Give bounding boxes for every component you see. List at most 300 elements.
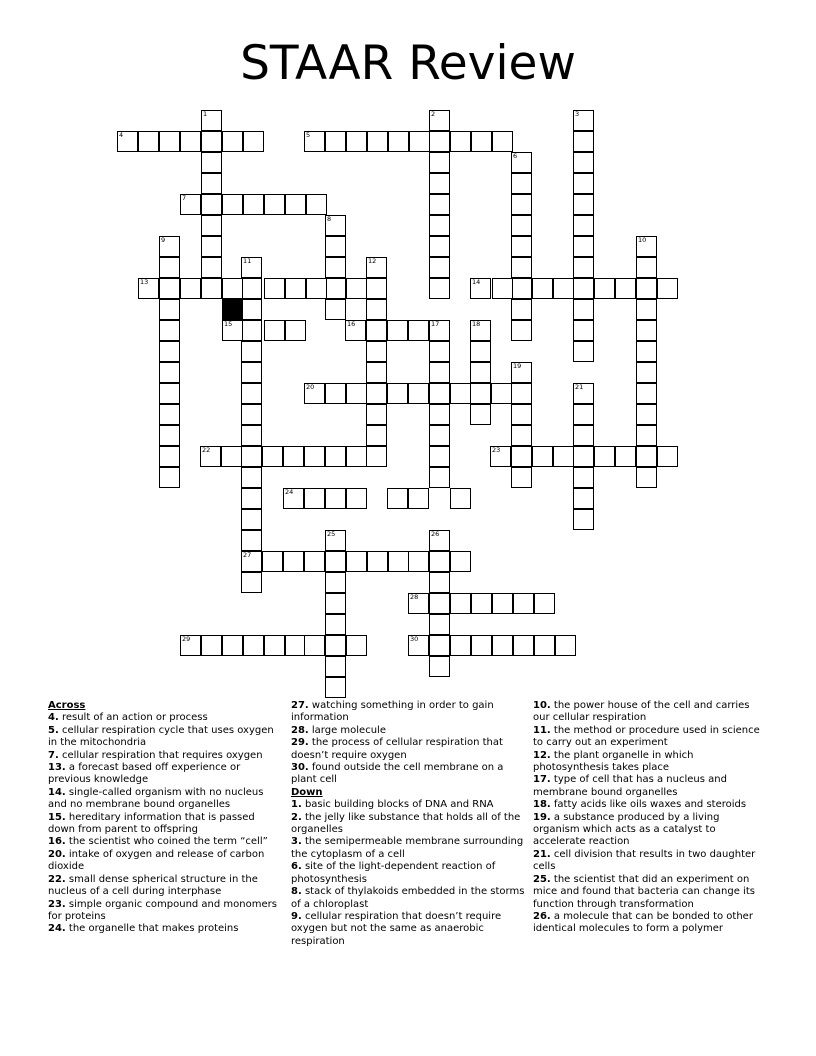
grid-cell[interactable]: [470, 404, 491, 425]
grid-cell[interactable]: [346, 446, 367, 467]
grid-cell[interactable]: [241, 551, 262, 572]
grid-cell[interactable]: [636, 467, 657, 488]
clue-number-label: 3.: [291, 836, 302, 848]
clue-number-9: 9: [161, 236, 166, 244]
grid-cell[interactable]: [325, 215, 346, 236]
grid-cell[interactable]: [283, 488, 304, 509]
clue-20: [48, 849, 283, 874]
grid-cell[interactable]: [325, 257, 346, 278]
grid-cell[interactable]: [429, 236, 450, 257]
grid-cell[interactable]: [346, 278, 367, 299]
grid-cell[interactable]: [429, 530, 450, 551]
clue-number-label: 22.: [48, 873, 66, 885]
clue-number-label: 30.: [291, 762, 309, 774]
grid-cell[interactable]: [325, 635, 346, 656]
grid-cell[interactable]: [429, 110, 450, 131]
grid-cell[interactable]: [159, 425, 180, 446]
grid-cell[interactable]: [387, 383, 408, 404]
clue-number-11: 11: [243, 257, 252, 265]
grid-cell[interactable]: [159, 257, 180, 278]
grid-cell[interactable]: [450, 551, 471, 572]
grid-cell[interactable]: [615, 446, 636, 467]
grid-cell[interactable]: [429, 215, 450, 236]
grid-cell[interactable]: [573, 236, 594, 257]
grid-cell[interactable]: [450, 383, 471, 404]
grid-cell[interactable]: [283, 551, 304, 572]
grid-cell[interactable]: [285, 194, 306, 215]
clue-text: large molecule: [308, 724, 386, 736]
clue-7: [48, 750, 283, 762]
grid-cell[interactable]: [366, 446, 387, 467]
grid-cell[interactable]: [511, 362, 532, 383]
grid-cell[interactable]: [573, 110, 594, 131]
grid-cell[interactable]: [304, 488, 325, 509]
clue-number-label: 10.: [533, 700, 551, 711]
grid-cell[interactable]: [201, 152, 222, 173]
grid-cell[interactable]: [159, 299, 180, 320]
grid-cell[interactable]: [471, 131, 492, 152]
clue-text: basic building blocks of DNA and RNA: [301, 799, 494, 811]
grid-cell[interactable]: [241, 257, 262, 278]
grid-cell[interactable]: [241, 467, 262, 488]
grid-cell[interactable]: [636, 299, 657, 320]
grid-cell[interactable]: [573, 404, 594, 425]
clue-number-label: 25.: [533, 873, 551, 885]
grid-cell[interactable]: [636, 278, 657, 299]
grid-cell[interactable]: [201, 278, 222, 299]
grid-cell[interactable]: [367, 131, 388, 152]
grid-cell[interactable]: [429, 656, 450, 677]
grid-cell[interactable]: [201, 194, 222, 215]
grid-cell[interactable]: [241, 488, 262, 509]
grid-cell[interactable]: [408, 593, 429, 614]
grid-cell[interactable]: [429, 194, 450, 215]
grid-cell[interactable]: [325, 530, 346, 551]
clue-number-7: 7: [182, 194, 187, 202]
grid-cell[interactable]: [200, 446, 221, 467]
grid-cell[interactable]: [470, 341, 491, 362]
grid-cell[interactable]: [555, 635, 576, 656]
grid-cell[interactable]: [534, 635, 555, 656]
grid-cell[interactable]: [511, 320, 532, 341]
grid-cell[interactable]: [553, 278, 574, 299]
grid-cell[interactable]: [429, 131, 450, 152]
grid-cell[interactable]: [285, 278, 306, 299]
grid-cell[interactable]: [262, 551, 283, 572]
grid-cell[interactable]: [511, 299, 532, 320]
clue-number-label: 27.: [291, 700, 309, 711]
grid-cell[interactable]: [243, 635, 264, 656]
grid-cell[interactable]: [241, 383, 262, 404]
grid-cell[interactable]: [241, 299, 262, 320]
grid-cell[interactable]: [636, 320, 657, 341]
grid-cell[interactable]: [201, 257, 222, 278]
grid-cell[interactable]: [534, 593, 555, 614]
grid-cell[interactable]: [346, 635, 367, 656]
grid-cell[interactable]: [366, 341, 387, 362]
grid-cell[interactable]: [511, 215, 532, 236]
grid-cell[interactable]: [159, 341, 180, 362]
grid-cell[interactable]: [594, 278, 615, 299]
grid-cell[interactable]: [573, 467, 594, 488]
grid-cell[interactable]: [408, 635, 429, 656]
grid-cell[interactable]: [429, 341, 450, 362]
grid-cell[interactable]: [532, 278, 553, 299]
grid-cell[interactable]: [201, 236, 222, 257]
grid-cell[interactable]: [201, 635, 222, 656]
clue-text: hereditary information that is passed down from parent to offspring: [48, 811, 255, 836]
clue-number-17: 17: [431, 320, 440, 328]
clue-number-label: 7.: [48, 749, 59, 761]
grid-cell[interactable]: [388, 551, 409, 572]
grid-cell[interactable]: [615, 278, 636, 299]
clue-text: the power house of the cell and carries our cellular respiration: [533, 700, 750, 724]
grid-cell[interactable]: [573, 383, 594, 404]
grid-cell[interactable]: [636, 404, 657, 425]
clue-number-label: 11.: [533, 724, 551, 736]
grid-cell[interactable]: [222, 194, 243, 215]
grid-cell[interactable]: [573, 509, 594, 530]
grid-cell[interactable]: [636, 425, 657, 446]
grid-cell[interactable]: [241, 404, 262, 425]
grid-cell[interactable]: [264, 278, 285, 299]
grid-cell[interactable]: [511, 152, 532, 173]
grid-cell[interactable]: [408, 383, 429, 404]
grid-cell[interactable]: [450, 635, 471, 656]
clue-6: [291, 861, 526, 886]
clue-16: [48, 836, 283, 848]
clue-number-label: 1.: [291, 799, 302, 811]
grid-cell[interactable]: [429, 446, 450, 467]
grid-cell[interactable]: [222, 278, 243, 299]
grid-cell[interactable]: [429, 572, 450, 593]
grid-cell[interactable]: [325, 572, 346, 593]
grid-cell[interactable]: [573, 278, 594, 299]
grid-cell[interactable]: [367, 551, 388, 572]
clue-number-label: 28.: [291, 724, 309, 736]
grid-cell[interactable]: [325, 383, 346, 404]
grid-cell[interactable]: [511, 278, 532, 299]
grid-cell[interactable]: [366, 383, 387, 404]
grid-cell[interactable]: [429, 635, 450, 656]
grid-cell[interactable]: [222, 635, 243, 656]
clue-number-label: 6.: [291, 861, 302, 873]
grid-cell[interactable]: [429, 257, 450, 278]
grid-cell[interactable]: [159, 446, 180, 467]
clue-3: [291, 836, 526, 861]
grid-cell[interactable]: [241, 341, 262, 362]
grid-cell[interactable]: [573, 257, 594, 278]
grid-cell[interactable]: [285, 320, 306, 341]
clue-number-label: 15.: [48, 811, 66, 823]
grid-cell[interactable]: [325, 278, 346, 299]
clue-17: [533, 774, 768, 799]
grid-cell[interactable]: [511, 173, 532, 194]
grid-cell[interactable]: [636, 341, 657, 362]
grid-cell[interactable]: [470, 362, 491, 383]
clue-number-8: 8: [327, 215, 332, 223]
grid-cell[interactable]: [573, 425, 594, 446]
grid-cell[interactable]: [450, 488, 471, 509]
grid-cell[interactable]: [532, 446, 553, 467]
grid-cell[interactable]: [636, 383, 657, 404]
grid-cell[interactable]: [201, 173, 222, 194]
clues-column-3: [533, 700, 768, 936]
clue-number-6: 6: [513, 152, 518, 160]
clue-number-label: 9.: [291, 910, 302, 922]
clue-22: [48, 874, 283, 899]
grid-cell[interactable]: [553, 446, 574, 467]
grid-cell[interactable]: [304, 383, 325, 404]
grid-cell[interactable]: [159, 278, 180, 299]
grid-cell[interactable]: [201, 215, 222, 236]
grid-cell[interactable]: [573, 488, 594, 509]
grid-cell[interactable]: [450, 131, 471, 152]
grid-cell[interactable]: [325, 446, 346, 467]
grid-cell[interactable]: [325, 299, 346, 320]
grid-cell[interactable]: [304, 551, 325, 572]
grid-cell[interactable]: [636, 257, 657, 278]
grid-cell[interactable]: [492, 131, 513, 152]
grid-cell[interactable]: [636, 446, 657, 467]
grid-cell[interactable]: [201, 131, 222, 152]
grid-cell[interactable]: [511, 467, 532, 488]
grid-cell[interactable]: [180, 131, 201, 152]
clue-text: cellular respiration that requires oxygen: [58, 749, 263, 761]
grid-cell[interactable]: [346, 488, 367, 509]
grid-cell[interactable]: [180, 635, 201, 656]
clue-number-24: 24: [285, 488, 294, 496]
grid-cell[interactable]: [264, 194, 285, 215]
grid-cell[interactable]: [470, 320, 491, 341]
grid-cell[interactable]: [366, 278, 387, 299]
clue-27: [291, 700, 526, 725]
grid-cell[interactable]: [636, 236, 657, 257]
clue-number-5: 5: [306, 131, 311, 139]
grid-cell[interactable]: [491, 383, 512, 404]
grid-cell[interactable]: [325, 593, 346, 614]
grid-cell[interactable]: [346, 551, 367, 572]
grid-cell[interactable]: [471, 635, 492, 656]
grid-cell[interactable]: [222, 320, 243, 341]
clue-number-label: 14.: [48, 786, 66, 798]
clue-10: [533, 700, 768, 725]
grid-cell[interactable]: [492, 278, 513, 299]
grid-cell[interactable]: [492, 635, 513, 656]
grid-cell[interactable]: [511, 425, 532, 446]
grid-cell[interactable]: [594, 446, 615, 467]
grid-cell[interactable]: [511, 446, 532, 467]
grid-cell[interactable]: [241, 530, 262, 551]
clue-4: [48, 712, 283, 724]
grid-cell[interactable]: [366, 257, 387, 278]
grid-cell[interactable]: [429, 467, 450, 488]
grid-cell[interactable]: [306, 278, 327, 299]
grid-cell[interactable]: [429, 593, 450, 614]
grid-cell[interactable]: [511, 404, 532, 425]
clue-text: fatty acids like oils waxes and steroids: [550, 799, 747, 811]
clue-number-label: 18.: [533, 799, 551, 811]
grid-cell[interactable]: [409, 131, 430, 152]
grid-cell[interactable]: [408, 551, 429, 572]
clue-text: result of an action or process: [58, 712, 208, 724]
grid-cell[interactable]: [117, 131, 138, 152]
grid-cell[interactable]: [511, 194, 532, 215]
clues-column-2: [291, 700, 526, 948]
grid-cell[interactable]: [513, 593, 534, 614]
clue-number-18: 18: [472, 320, 481, 328]
grid-cell[interactable]: [243, 131, 264, 152]
grid-cell[interactable]: [325, 488, 346, 509]
grid-cell[interactable]: [470, 278, 491, 299]
grid-cell[interactable]: [264, 320, 285, 341]
grid-cell[interactable]: [159, 404, 180, 425]
grid-cell[interactable]: [241, 509, 262, 530]
grid-cell[interactable]: [325, 677, 346, 698]
clue-13: [48, 762, 283, 787]
grid-cell[interactable]: [366, 425, 387, 446]
grid-cell[interactable]: [408, 320, 429, 341]
grid-cell[interactable]: [573, 215, 594, 236]
grid-cell[interactable]: [387, 320, 408, 341]
grid-cell[interactable]: [159, 320, 180, 341]
grid-cell[interactable]: [429, 320, 450, 341]
grid-cell[interactable]: [388, 131, 409, 152]
grid-cell[interactable]: [429, 383, 450, 404]
grid-cell[interactable]: [573, 152, 594, 173]
grid-cell[interactable]: [283, 446, 304, 467]
grid-cell[interactable]: [138, 131, 159, 152]
grid-cell[interactable]: [511, 236, 532, 257]
grid-cell[interactable]: [346, 131, 367, 152]
clue-11: [533, 725, 768, 750]
clue-number-30: 30: [410, 635, 419, 643]
grid-cell[interactable]: [159, 236, 180, 257]
grid-cell[interactable]: [325, 131, 346, 152]
grid-cell[interactable]: [262, 446, 283, 467]
grid-cell[interactable]: [222, 131, 243, 152]
grid-cell[interactable]: [573, 320, 594, 341]
clue-24: [48, 923, 283, 935]
clue-number-12: 12: [368, 257, 377, 265]
grid-cell[interactable]: [285, 635, 306, 656]
grid-cell[interactable]: [429, 173, 450, 194]
grid-cell[interactable]: [636, 362, 657, 383]
grid-cell[interactable]: [241, 278, 262, 299]
grid-cell[interactable]: [243, 194, 264, 215]
grid-cell[interactable]: [325, 614, 346, 635]
grid-cell[interactable]: [657, 446, 678, 467]
grid-cell[interactable]: [513, 635, 534, 656]
clue-number-label: 13.: [48, 762, 66, 774]
grid-cell[interactable]: [345, 320, 366, 341]
grid-cell[interactable]: [366, 299, 387, 320]
grid-cell[interactable]: [346, 383, 367, 404]
grid-cell[interactable]: [450, 593, 471, 614]
clue-number-19: 19: [513, 362, 522, 370]
clue-text: simple organic compound and monomers for proteins: [48, 898, 277, 922]
grid-cell[interactable]: [180, 278, 201, 299]
grid-cell[interactable]: [241, 425, 262, 446]
grid-cell[interactable]: [201, 110, 222, 131]
grid-cell[interactable]: [304, 131, 325, 152]
grid-cell[interactable]: [490, 446, 511, 467]
grid-cell[interactable]: [429, 152, 450, 173]
grid-cell[interactable]: [511, 383, 532, 404]
grid-cell[interactable]: [470, 383, 491, 404]
grid-cell[interactable]: [304, 446, 325, 467]
clue-28: [291, 725, 526, 737]
grid-cell[interactable]: [159, 467, 180, 488]
clue-number-10: 10: [638, 236, 647, 244]
grid-cell[interactable]: [325, 551, 346, 572]
grid-cell[interactable]: [304, 635, 325, 656]
grid-cell[interactable]: [138, 278, 159, 299]
grid-cell[interactable]: [159, 131, 180, 152]
clue-text: found outside the cell membrane on a plant cell: [291, 762, 504, 786]
clue-number-22: 22: [202, 446, 211, 454]
grid-cell[interactable]: [429, 425, 450, 446]
grid-cell[interactable]: [241, 572, 262, 593]
clue-number-20: 20: [306, 383, 315, 391]
grid-cell[interactable]: [366, 404, 387, 425]
clue-text: small dense spherical structure in the nucleus of a cell during interphase: [48, 873, 258, 898]
grid-cell[interactable]: [429, 362, 450, 383]
grid-cell[interactable]: [325, 236, 346, 257]
clue-text: the method or procedure used in science to carry out an experiment: [533, 724, 760, 749]
clue-text: cellular respiration that doesn’t require oxygen but not the same as anaerobic respiration: [291, 910, 502, 947]
clue-number-14: 14: [472, 278, 481, 286]
grid-cell[interactable]: [429, 404, 450, 425]
grid-cell[interactable]: [241, 362, 262, 383]
grid-cell[interactable]: [387, 488, 408, 509]
grid-cell[interactable]: [408, 488, 429, 509]
grid-cell[interactable]: [241, 446, 262, 467]
grid-cell[interactable]: [366, 320, 387, 341]
grid-cell[interactable]: [657, 278, 678, 299]
grid-cell[interactable]: [366, 362, 387, 383]
clue-8: [291, 886, 526, 911]
grid-cell[interactable]: [429, 551, 450, 572]
grid-cell[interactable]: [180, 194, 201, 215]
grid-cell[interactable]: [511, 257, 532, 278]
grid-cell[interactable]: [429, 614, 450, 635]
grid-cell[interactable]: [241, 320, 262, 341]
grid-cell[interactable]: [492, 593, 513, 614]
grid-cell[interactable]: [159, 362, 180, 383]
grid-cell[interactable]: [573, 194, 594, 215]
grid-cell[interactable]: [471, 593, 492, 614]
grid-cell[interactable]: [573, 341, 594, 362]
clue-heading-across: Across: [48, 700, 86, 711]
clue-text: intake of oxygen and release of carbon dioxide: [48, 848, 265, 873]
grid-cell[interactable]: [429, 278, 450, 299]
clue-text: a substance produced by a living organism which acts as a catalyst to accelerate reaction: [533, 811, 720, 848]
grid-cell[interactable]: [573, 131, 594, 152]
grid-cell[interactable]: [573, 446, 594, 467]
clue-30: [291, 762, 526, 787]
grid-cell[interactable]: [264, 635, 285, 656]
grid-cell[interactable]: [221, 446, 242, 467]
grid-cell[interactable]: [573, 299, 594, 320]
clue-number-label: 5.: [48, 724, 59, 736]
clue-number-3: 3: [575, 110, 580, 118]
grid-cell[interactable]: [306, 194, 327, 215]
grid-cell[interactable]: [159, 383, 180, 404]
grid-cell[interactable]: [325, 656, 346, 677]
clue-18: [533, 799, 768, 811]
grid-cell[interactable]: [573, 173, 594, 194]
